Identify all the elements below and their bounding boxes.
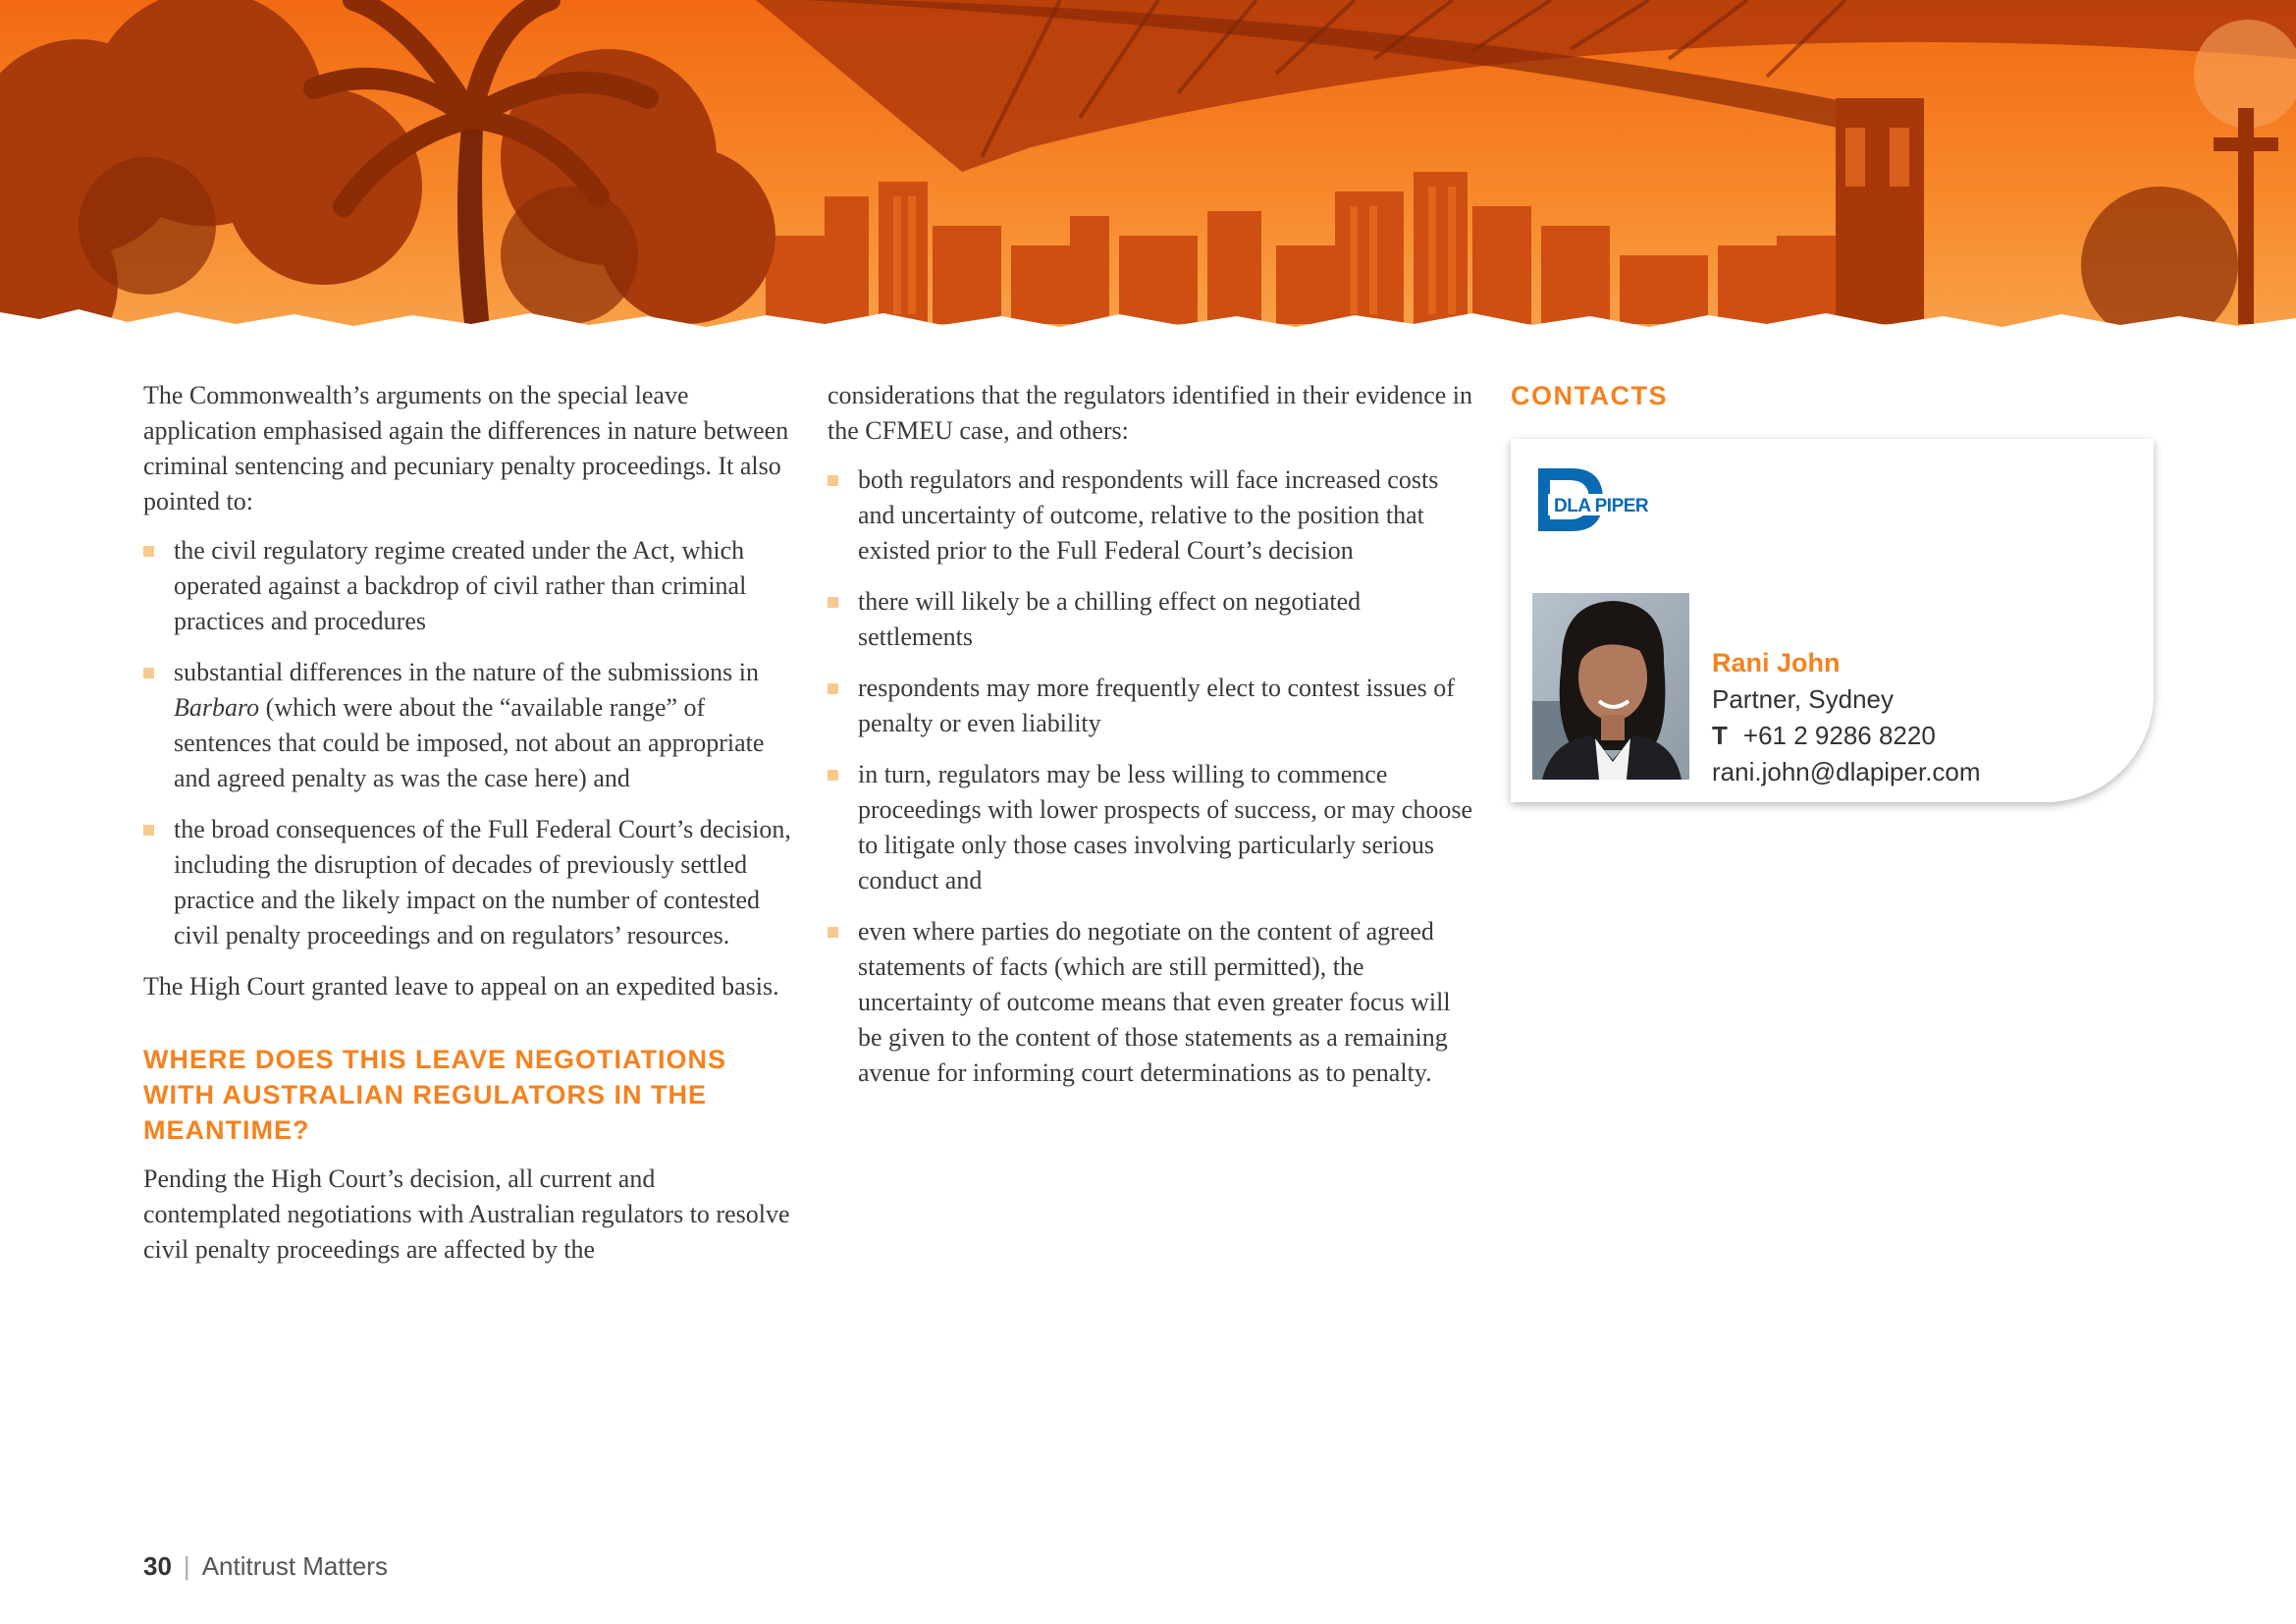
bullet-list-middle bbox=[828, 462, 1480, 1091]
paragraph-commonwealth-arguments: The Commonwealth’s arguments on the special leave application emphasised again the differences in nature between criminal sentencing and pecuniary penalty proceedings. It also pointed to: bbox=[143, 381, 789, 515]
publication-title: Antitrust Matters bbox=[201, 1551, 388, 1581]
header-banner-image bbox=[0, 0, 2296, 339]
paragraph-leave-granted: The High Court granted leave to appeal on an expedited basis. bbox=[143, 972, 779, 1001]
list-item: the civil regulatory regime created under the Act, which operated against a backdrop of civil rather than criminal practices and procedures bbox=[143, 533, 796, 639]
list-item-text: (which were about the “available range” of sentences that could be imposed, not about an appropriate and agreed penalty as was the case here) and bbox=[174, 693, 765, 792]
sydney-harbour-bridge-illustration bbox=[0, 0, 2296, 339]
bullet-list-left bbox=[143, 533, 796, 953]
case-name-italic: Barbaro bbox=[174, 693, 260, 722]
section-heading: WHERE DOES THIS LEAVE NEGOTIATIONS WITH AUSTRALIAN REGULATORS IN THE MEANTIME? bbox=[143, 1045, 727, 1145]
avatar bbox=[1532, 593, 1689, 780]
contact-email[interactable]: rani.john@dlapiper.com bbox=[1712, 757, 1981, 786]
contact-name: Rani John bbox=[1712, 648, 1841, 677]
list-item bbox=[143, 655, 796, 796]
page-number: 30 bbox=[143, 1551, 172, 1581]
footer-separator: | bbox=[183, 1551, 190, 1581]
list-item: both regulators and respondents will face increased costs and uncertainty of outcome, relative to the position that existed prior to the Full Federal Court’s decision bbox=[828, 462, 1480, 568]
page-footer bbox=[143, 1551, 388, 1582]
contact-title: Partner, Sydney bbox=[1712, 684, 1894, 714]
list-item: respondents may more frequently elect to contest issues of penalty or even liability bbox=[828, 671, 1480, 741]
column-left bbox=[143, 378, 796, 1281]
contact-phone-row bbox=[1712, 718, 1981, 754]
column-right bbox=[1511, 378, 2159, 437]
phone-label: T bbox=[1712, 721, 1728, 750]
list-item: the broad consequences of the Full Federal Court’s decision, including the disruption of decades of previously settled practice and the likely impact on the number of contested civil penalty proceedings and on regulators’ resources. bbox=[143, 812, 796, 953]
list-item: in turn, regulators may be less willing to commence proceedings with lower prospects of success, or may choose to litigate only those cases involving particularly serious conduct and bbox=[828, 757, 1480, 898]
paragraph-considerations: considerations that the regulators identified in their evidence in the CFMEU case, and others: bbox=[828, 381, 1473, 445]
list-item-text: substantial differences in the nature of the submissions in bbox=[174, 658, 759, 686]
paragraph-pending-decision: Pending the High Court’s decision, all current and contemplated negotiations with Australian regulators to resolve civil penalty proceedings are affected by the bbox=[143, 1164, 790, 1264]
contact-details bbox=[1712, 645, 1981, 790]
column-middle bbox=[828, 378, 1480, 1107]
list-item: there will likely be a chilling effect on negotiated settlements bbox=[828, 584, 1480, 655]
dla-piper-logo bbox=[1532, 464, 1670, 535]
logo-text: DLA PIPER bbox=[1554, 496, 1649, 516]
contacts-heading: CONTACTS bbox=[1511, 381, 1668, 410]
list-item: even where parties do negotiate on the content of agreed statements of facts (which are still permitted), the uncertainty of outcome means that even greater focus will be given to the content of those statements as a remaining avenue for informing court determinations as to penalty. bbox=[828, 914, 1480, 1091]
contact-phone[interactable]: +61 2 9286 8220 bbox=[1742, 721, 1936, 750]
contact-card bbox=[1511, 439, 2154, 802]
